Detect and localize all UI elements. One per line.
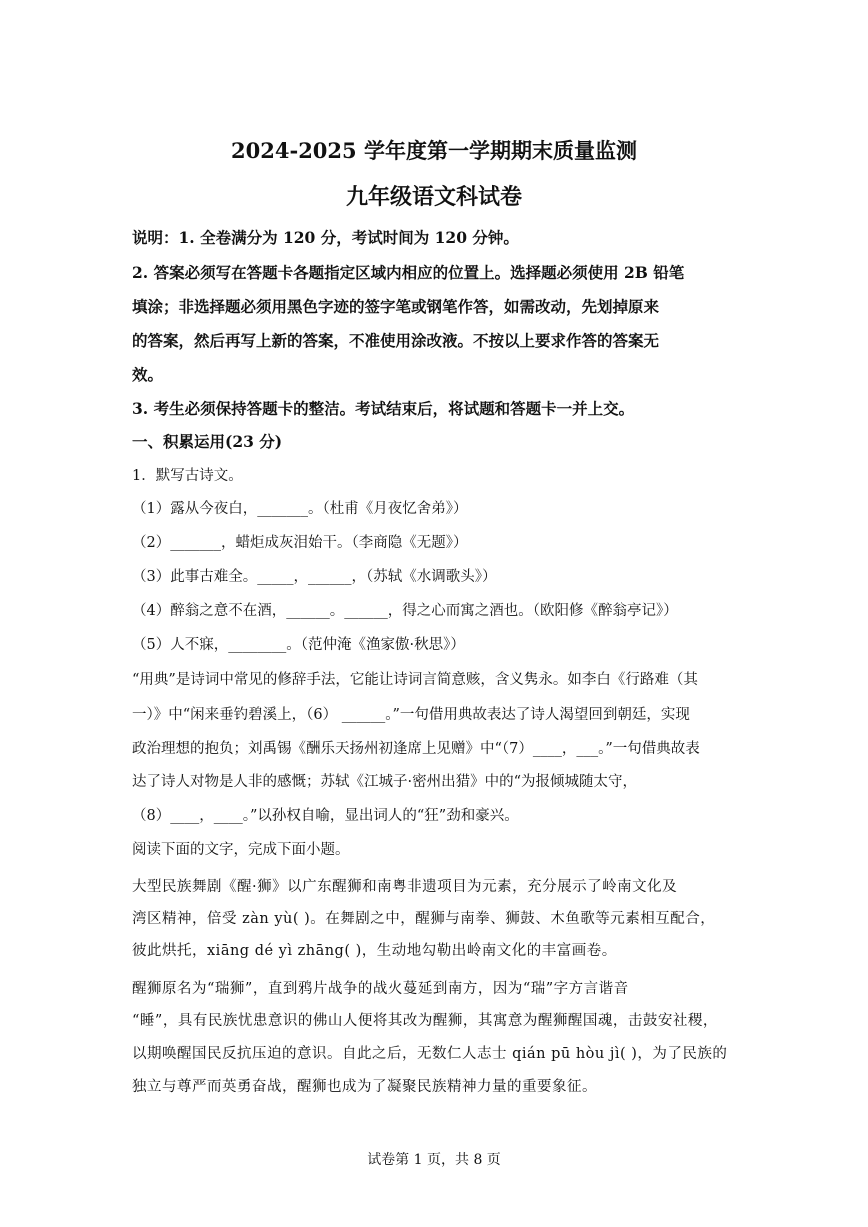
passage-line: 大型民族舞剧《醒·狮》以广东醒狮和南粤非遗项目为元素，充分展示了岭南文化及 bbox=[132, 879, 678, 895]
question-intro: 1．默写古诗文。 bbox=[132, 468, 243, 484]
passage-line: 醒狮原名为“瑞狮”，直到鸦片战争的战火蔓延到南方，因为“瑞”字方言谐音 bbox=[132, 981, 629, 997]
instruction-line: 说明：1. 全卷满分为 120 分，考试时间为 120 分钟。 bbox=[132, 228, 519, 247]
exam-subtitle: 九年级语文科试卷 bbox=[345, 184, 522, 210]
allusion-paragraph-line: 达了诗人对物是人非的感慨；苏轼《江城子·密州出猎》中的“为报倾城随太守， bbox=[132, 774, 638, 790]
passage-line: “睡”，具有民族忧患意识的佛山人便将其改为醒狮，其寓意为醒狮醒国魂，击鼓安社稷， bbox=[132, 1013, 718, 1029]
question-item: （1）露从今夜白，_______。（杜甫《月夜忆舍弟》） bbox=[132, 501, 468, 517]
allusion-paragraph-line: 一）》中“闲来垂钓碧溪上，（6） ______。”一句借用典故表达了诗人渴望回到朝廷，实现 bbox=[132, 707, 690, 723]
allusion-paragraph-line: （8）____，____。”以孙权自喻，显出词人的“狂”劲和豪兴。 bbox=[132, 808, 519, 824]
instruction-line: 效。 bbox=[132, 365, 164, 384]
passage-line: 以期唤醒国民反抗压迫的意识。自此之后，无数仁人志士 qián pū hòu jì( )，为了民族的 bbox=[132, 1046, 728, 1062]
page-number: 试卷第 1 页，共 8 页 bbox=[367, 1152, 501, 1168]
instruction-line: 3. 考生必须保持答题卡的整洁。考试结束后，将试题和答题卡一并上交。 bbox=[132, 399, 635, 418]
question-item: （4）醉翁之意不在酒，______。______，得之心而寓之酒也。（欧阳修《醉翁亭记》） bbox=[132, 603, 678, 619]
exam-title: 2024-2025 学年度第一学期期末质量监测 bbox=[231, 138, 637, 163]
reading-intro: 阅读下面的文字，完成下面小题。 bbox=[132, 842, 350, 858]
allusion-paragraph-line: 政治理想的抱负；刘禹锡《酬乐天扬州初逢席上见赠》中“（7）____，___。”一句借典故表 bbox=[132, 741, 700, 757]
instruction-line: 的答案，然后再写上新的答案，不准使用涂改液。不按以上要求作答的答案无 bbox=[132, 331, 660, 350]
allusion-paragraph-line: “用典”是诗词中常见的修辞手法，它能让诗词言简意赅，含义隽永。如李白《行路难（其 bbox=[132, 672, 698, 688]
question-item: （3）此事古难全。_____，______，（苏轼《水调歌头》） bbox=[132, 569, 497, 585]
instruction-line: 填涂；非选择题必须用黑色字迹的签字笔或钢笔作答，如需改动，先划掉原来 bbox=[132, 297, 660, 316]
question-item: （2）_______，蜡炬成灰泪始干。（李商隐《无题》） bbox=[132, 535, 468, 551]
passage-line: 湾区精神，倍受 zàn yù( )。在舞剧之中，醒狮与南拳、狮鼓、木鱼歌等元素相互配合， bbox=[132, 911, 716, 927]
instruction-line: 2. 答案必须写在答题卡各题指定区域内相应的位置上。选择题必须使用 2B 铅笔 bbox=[132, 263, 685, 282]
question-item: （5）人不寐，________。（范仲淹《渔家傲·秋思》） bbox=[132, 637, 465, 653]
passage-line: 独立与尊严而英勇奋战，醒狮也成为了凝聚民族精神力量的重要象征。 bbox=[132, 1079, 597, 1095]
section-heading: 一、积累运用(23 分) bbox=[132, 432, 283, 451]
passage-line: 彼此烘托，xiāng dé yì zhāng( )，生动地勾勒出岭南文化的丰富画卷。 bbox=[132, 943, 617, 959]
